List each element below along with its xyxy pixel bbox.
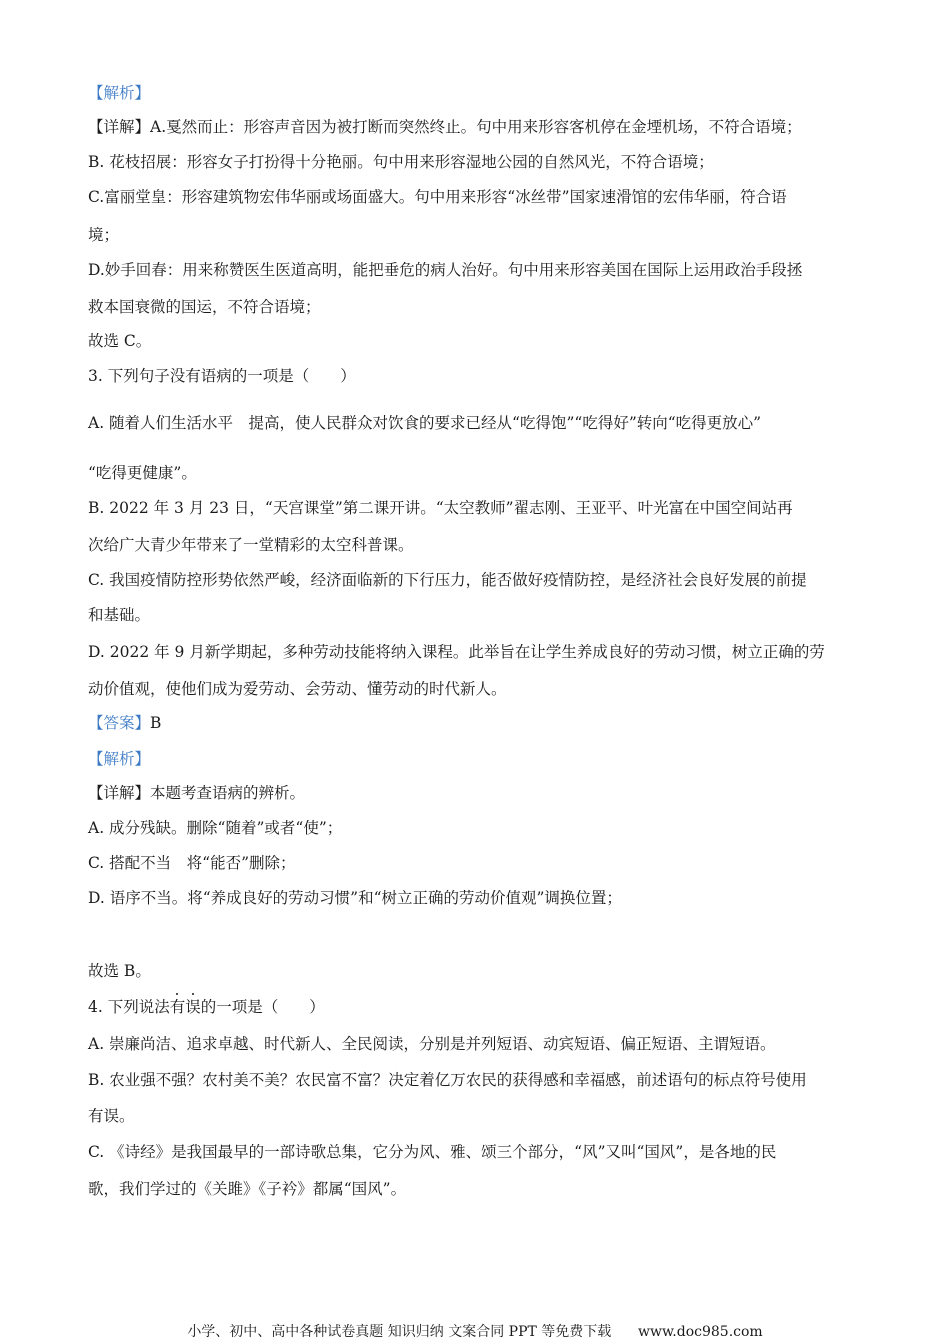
- text-line: D.妙手回春：用来称赞医生医道高明，能把垂危的病人治好。句中用来形容美国在国际上运用政治手段拯: [88, 261, 803, 279]
- detail-line: 【详解】本题考查语病的辨析。: [88, 784, 306, 802]
- question-4-title: 4. 下列说法有误的一项是（ ）: [88, 998, 325, 1016]
- footer-site-link[interactable]: www.doc985.com: [638, 1324, 763, 1340]
- text-line: 救本国衰微的国运，不符合语境；: [88, 298, 321, 316]
- option-a: A. 崇廉尚洁、追求卓越、时代新人、全民阅读，分别是并列短语、动宾短语、偏正短语、主谓短语。: [88, 1035, 776, 1053]
- section-tag-analysis: 【解析】: [88, 750, 151, 768]
- option-c: C. 《诗经》是我国最早的一部诗歌总集，它分为风、雅、颂三个部分，“风”又叫“国风”，是各地的民: [88, 1143, 777, 1161]
- text-line: 有误。: [88, 1107, 135, 1125]
- text-line: 歌，我们学过的《关雎》《子衿》都属“国风”。: [88, 1180, 407, 1198]
- option-b: B. 农业强不强？农村美不美？农民富不富？决定着亿万农民的获得感和幸福感，前述语句的标点符号使用: [88, 1071, 807, 1089]
- answer-line: [88, 712, 868, 734]
- text-line: B. 花枝招展：形容女子打扮得十分艳丽。句中用来形容湿地公园的自然风光，不符合语境；: [88, 153, 714, 171]
- page-footer: [0, 1322, 950, 1342]
- text-line: A. 成分残缺。删除“随着”或者“使”；: [88, 819, 343, 837]
- text-line: C.富丽堂皇：形容建筑物宏伟华丽或场面盛大。句中用来形容“冰丝带”国家速滑馆的宏伟华丽，符合语: [88, 188, 787, 206]
- answer-tag: 【答案】: [88, 714, 151, 732]
- option-c: C. 我国疫情防控形势依然严峻，经济面临新的下行压力，能否做好疫情防控，是经济社会良好发展的前提: [88, 571, 807, 589]
- text-line: C. 搭配不当 将“能否”删除；: [88, 854, 296, 872]
- text-line: 和基础。: [88, 606, 151, 624]
- text-line: 境；: [88, 226, 120, 244]
- text-line: D. 语序不当。将“养成良好的劳动习惯”和“树立正确的劳动价值观”调换位置；: [88, 889, 622, 907]
- answer-choice: 故选 B。: [88, 962, 151, 980]
- detail-tag: 【详解】: [88, 118, 151, 136]
- footer-text: 小学、初中、高中各种试卷真题 知识归纳 文案合同 PPT 等免费下载: [187, 1324, 612, 1340]
- text-line: 次给广大青少年带来了一堂精彩的太空科普课。: [88, 536, 414, 554]
- option-d: D. 2022 年 9 月新学期起，多种劳动技能将纳入课程。此举旨在让学生养成良好的劳动习惯，树立正确的劳: [88, 643, 825, 661]
- emphasis-char: 有: [169, 998, 186, 1016]
- section-tag-analysis: 【解析】: [88, 84, 151, 102]
- detail-tag: 【详解】: [88, 784, 151, 802]
- option-b: B. 2022 年 3 月 23 日，“天宫课堂”第二课开讲。“太空教师”翟志刚、王亚平、叶光富在中国空间站再: [88, 499, 793, 517]
- option-a: A. 随着人们生活水平 提高，使人民群众对饮食的要求已经从“吃得饱”“吃得好”转向“吃得更放心”: [88, 414, 762, 432]
- text-line: “吃得更健康”。: [88, 464, 197, 482]
- emphasis-char: 误: [185, 998, 201, 1016]
- detail-line: 【详解】A.戛然而止：形容声音因为被打断而突然终止。句中用来形容客机停在金堙机场，不符合语境；: [88, 118, 802, 136]
- answer-choice: 故选 C。: [88, 332, 152, 350]
- answer-value: B: [150, 714, 162, 732]
- text-line: 动价值观，使他们成为爱劳动、会劳动、懂劳动的时代新人。: [88, 680, 507, 698]
- question-3-title: 3. 下列句子没有语病的一项是（ ）: [88, 367, 356, 385]
